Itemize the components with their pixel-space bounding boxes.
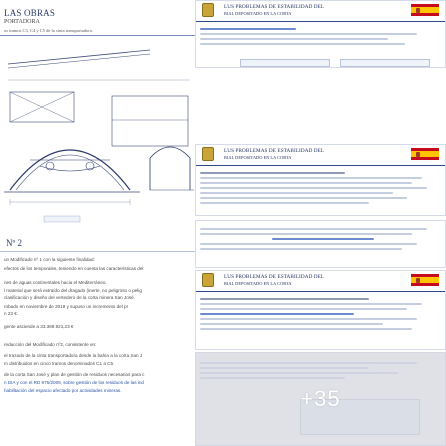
body-line: redacción del Modificado nº2, consistente en: [4,342,97,347]
thumbnail-figure [240,59,330,67]
more-count: +35 [300,386,341,411]
body-line: m distribuidos en cinco tramos denominados C1 a C5. [4,361,115,366]
crest-icon [202,147,214,161]
spain-flag-icon [411,274,439,286]
thumbnail-header [196,145,445,165]
body-line: un Modificado nº 1 con la siguiente finalidad: [4,257,95,262]
thumbnail-figure [340,59,430,67]
body-line: gente asciende a 33.369.921,23 € [4,324,74,329]
thumbnail-title: LUS PROBLEMAS DE ESTABILIDAD DEL [224,274,325,280]
thumbnail-subtitle: RIAL DEPOSITADO EN LA CORTA [224,11,292,16]
thumbnail-body [200,295,441,347]
spain-flag-icon [411,148,439,160]
thumbnail-divider [196,21,445,22]
thumbnail-header [196,271,445,291]
body-line: efectos de los temporales, teniendo en cuenta las características del [4,266,144,271]
body-line: de la corta San José y plan de gestión de residuos necesarios para c [4,372,145,377]
body-line: n DIA y con el RD 975/2009, sobre gestión de los residuos de las ind [4,380,144,385]
thumbnail-title: LUS PROBLEMAS DE ESTABILIDAD DEL [224,4,325,10]
body-line: l material que será extraído del dragado (inerte, no peligroso o pelig [4,288,142,293]
slide-subtitle: PORTADORA [4,19,40,25]
thumbnail-body [200,225,441,265]
more-slides-overlay[interactable] [195,352,446,446]
thumbnail-title: LUS PROBLEMAS DE ESTABILIDAD DEL [224,148,325,154]
thumbnail-divider [196,291,445,292]
thumbnail-header [196,1,445,21]
thumbnail-slide-4[interactable] [195,270,446,350]
thumbnail-body [200,25,441,65]
body-line: habilitación del espacio afectado por actividades mineras. [4,388,122,393]
thumbnail-body [200,169,441,213]
spain-flag-icon [411,4,439,16]
thumbnail-subtitle: RIAL DEPOSITADO EN LA CORTA [224,155,292,160]
body-line: clasificación y diseño del vertedero de la corta minera San José. [4,295,135,300]
section-heading: Nº 2 [6,238,23,248]
thumbnail-subtitle: RIAL DEPOSITADO EN LA CORTA [224,281,292,286]
thumbnail-divider [196,165,445,166]
crest-icon [202,3,214,17]
body-line: el trazado de la cinta transportadora desde la bahía a la corta San J [4,353,143,358]
thumbnail-slide-2[interactable] [195,144,446,216]
body-line: nes de aguas continentales hacia el Mediterráneo. [4,280,107,285]
crest-icon [202,273,214,287]
slide-title: LAS OBRAS [4,8,56,18]
body-line: n 23 €. [4,311,19,316]
slide-caption: os tramos C3, C4 y C5 de la cinta transportadora. [4,28,93,33]
thumbnail-slide-1[interactable] [195,0,446,68]
body-line: robado en noviembre de 2018 y supuso un incremento del pr [4,304,129,309]
thumbnail-slide-3[interactable] [195,220,446,268]
